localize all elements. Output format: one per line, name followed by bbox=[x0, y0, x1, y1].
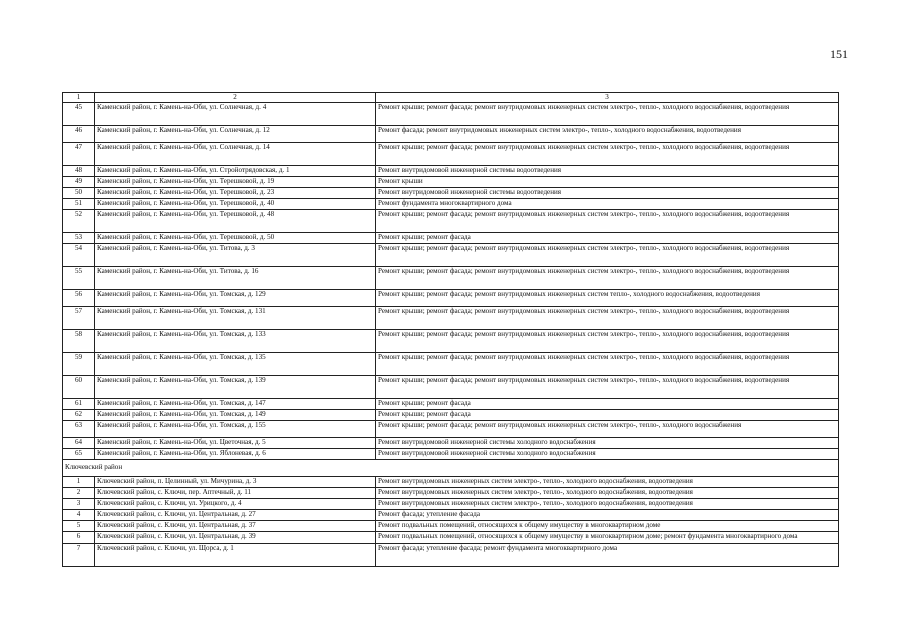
table-row bbox=[63, 375, 839, 398]
works-cell: Ремонт крыши bbox=[376, 176, 839, 187]
table-row bbox=[63, 306, 839, 329]
page-number: 151 bbox=[830, 47, 848, 61]
row-number: 54 bbox=[63, 243, 95, 266]
row-number: 7 bbox=[63, 543, 95, 566]
address-cell: Ключевский район, с. Ключи, ул. Центральная, д. 27 bbox=[95, 509, 376, 520]
row-number: 56 bbox=[63, 289, 95, 306]
works-cell: Ремонт внутридомовых инженерных систем электро-, тепло-, холодного водоснабжения, водоотведения bbox=[376, 476, 839, 487]
address-cell: Ключевский район, с. Ключи, ул. Центральная, д. 37 bbox=[95, 520, 376, 531]
works-cell: Ремонт внутридомовых инженерных систем электро-, тепло-, холодного водоснабжения, водоотведения bbox=[376, 487, 839, 498]
row-number: 47 bbox=[63, 142, 95, 165]
address-cell: Каменский район, г. Камень-на-Оби, ул. Терешковой, д. 48 bbox=[95, 209, 376, 232]
address-cell: Каменский район, г. Камень-на-Оби, ул. Томская, д. 149 bbox=[95, 409, 376, 420]
works-cell: Ремонт крыши; ремонт фасада; ремонт внутридомовых инженерных систем электро-, тепло-, холодного водоснабжения, водоотведения bbox=[376, 243, 839, 266]
address-cell: Каменский район, г. Камень-на-Оби, ул. Терешковой, д. 19 bbox=[95, 176, 376, 187]
row-number: 52 bbox=[63, 209, 95, 232]
row-number: 55 bbox=[63, 266, 95, 289]
address-cell: Каменский район, г. Камень-на-Оби, ул. Стройотрядовская, д. 1 bbox=[95, 165, 376, 176]
works-cell: Ремонт крыши; ремонт фасада; ремонт внутридомовых инженерных систем электро-, тепло-, холодного водоснабжения, водоотведения bbox=[376, 209, 839, 232]
table-row bbox=[63, 329, 839, 352]
row-number: 62 bbox=[63, 409, 95, 420]
row-number: 63 bbox=[63, 420, 95, 437]
table-row bbox=[63, 142, 839, 165]
works-cell: Ремонт крыши; ремонт фасада; ремонт внутридомовых инженерных систем тепло-, холодного водоснабжения, водоотведения bbox=[376, 289, 839, 306]
row-number: 61 bbox=[63, 398, 95, 409]
row-number: 3 bbox=[63, 498, 95, 509]
table-row bbox=[63, 498, 839, 509]
row-number: 45 bbox=[63, 102, 95, 125]
works-cell: Ремонт внутридомовых инженерных систем электро-, тепло-, холодного водоснабжения, водоотведения bbox=[376, 498, 839, 509]
row-number: 64 bbox=[63, 437, 95, 448]
works-cell: Ремонт внутридомовой инженерной системы водоотведения bbox=[376, 187, 839, 198]
row-number: 5 bbox=[63, 520, 95, 531]
table-row bbox=[63, 209, 839, 232]
address-cell: Ключевский район, п. Целинный, ул. Мичурина, д. 3 bbox=[95, 476, 376, 487]
row-number: 48 bbox=[63, 165, 95, 176]
address-cell: Каменский район, г. Камень-на-Оби, ул. Томская, д. 147 bbox=[95, 398, 376, 409]
works-cell: Ремонт крыши; ремонт фасада; ремонт внутридомовых инженерных систем электро-, тепло-, холодного водоснабжения, водоотведения bbox=[376, 352, 839, 375]
row-number: 1 bbox=[63, 476, 95, 487]
address-cell: Каменский район, г. Камень-на-Оби, ул. Цветочная, д. 5 bbox=[95, 437, 376, 448]
row-number: 4 bbox=[63, 509, 95, 520]
row-number: 6 bbox=[63, 531, 95, 543]
table-row bbox=[63, 437, 839, 448]
address-cell: Каменский район, г. Камень-на-Оби, ул. Томская, д. 139 bbox=[95, 375, 376, 398]
table-row bbox=[63, 176, 839, 187]
address-cell: Каменский район, г. Камень-на-Оби, ул. Терешковой, д. 23 bbox=[95, 187, 376, 198]
row-number: 58 bbox=[63, 329, 95, 352]
works-cell: Ремонт крыши; ремонт фасада; ремонт внутридомовых инженерных систем электро-, тепло-, холодного водоснабжения, водоотведения bbox=[376, 329, 839, 352]
address-cell: Каменский район, г. Камень-на-Оби, ул. Терешковой, д. 40 bbox=[95, 198, 376, 209]
column-header-3: 3 bbox=[376, 93, 839, 103]
section-title: Ключевский район bbox=[63, 459, 839, 476]
table-row bbox=[63, 409, 839, 420]
row-number: 51 bbox=[63, 198, 95, 209]
row-number: 60 bbox=[63, 375, 95, 398]
row-number: 46 bbox=[63, 125, 95, 142]
table-row bbox=[63, 398, 839, 409]
table-row bbox=[63, 125, 839, 142]
address-cell: Каменский район, г. Камень-на-Оби, ул. Солнечная, д. 14 bbox=[95, 142, 376, 165]
address-cell: Ключевский район, с. Ключи, ул. Щорса, д. 1 bbox=[95, 543, 376, 566]
address-cell: Каменский район, г. Камень-на-Оби, ул. Солнечная, д. 12 bbox=[95, 125, 376, 142]
address-cell: Каменский район, г. Камень-на-Оби, ул. Терешковой, д. 50 bbox=[95, 232, 376, 243]
table-row bbox=[63, 448, 839, 459]
works-cell: Ремонт внутридомовой инженерной системы холодного водоснабжения bbox=[376, 437, 839, 448]
works-cell: Ремонт крыши; ремонт фасада; ремонт внутридомовых инженерных систем электро-, тепло-, холодного водоснабжения bbox=[376, 420, 839, 437]
table-row bbox=[63, 476, 839, 487]
table-row bbox=[63, 352, 839, 375]
works-table bbox=[62, 92, 839, 567]
works-cell: Ремонт крыши; ремонт фасада; ремонт внутридомовых инженерных систем электро-, тепло-, холодного водоснабжения, водоотведения bbox=[376, 375, 839, 398]
works-cell: Ремонт подвальных помещений, относящихся к общему имуществу в многоквартирном доме bbox=[376, 520, 839, 531]
works-cell: Ремонт крыши; ремонт фасада; ремонт внутридомовых инженерных систем электро-, тепло-, холодного водоснабжения, водоотведения bbox=[376, 142, 839, 165]
works-cell: Ремонт крыши; ремонт фасада; ремонт внутридомовых инженерных систем электро-, тепло-, холодного водоснабжения, водоотведения bbox=[376, 306, 839, 329]
row-number: 53 bbox=[63, 232, 95, 243]
address-cell: Каменский район, г. Камень-на-Оби, ул. Томская, д. 155 bbox=[95, 420, 376, 437]
works-cell: Ремонт фасада; ремонт внутридомовых инженерных систем электро-, тепло-, холодного водоснабжения, водоотведения bbox=[376, 125, 839, 142]
section-title-row bbox=[63, 459, 839, 476]
works-cell: Ремонт фундамента многоквартирного дома bbox=[376, 198, 839, 209]
address-cell: Каменский район, г. Камень-на-Оби, ул. Яблоневая, д. 6 bbox=[95, 448, 376, 459]
table-row bbox=[63, 266, 839, 289]
works-cell: Ремонт крыши; ремонт фасада bbox=[376, 398, 839, 409]
address-cell: Каменский район, г. Камень-на-Оби, ул. Томская, д. 135 bbox=[95, 352, 376, 375]
row-number: 2 bbox=[63, 487, 95, 498]
column-header-1: 1 bbox=[63, 93, 95, 103]
address-cell: Каменский район, г. Камень-на-Оби, ул. Томская, д. 129 bbox=[95, 289, 376, 306]
table-row bbox=[63, 420, 839, 437]
table-row bbox=[63, 509, 839, 520]
table-row bbox=[63, 243, 839, 266]
table-row bbox=[63, 531, 839, 543]
address-cell: Каменский район, г. Камень-на-Оби, ул. Томская, д. 133 bbox=[95, 329, 376, 352]
row-number: 59 bbox=[63, 352, 95, 375]
works-cell: Ремонт фасада; утепление фасада bbox=[376, 509, 839, 520]
row-number: 50 bbox=[63, 187, 95, 198]
works-cell: Ремонт подвальных помещений, относящихся к общему имуществу в многоквартирном доме; ремонт фундамента многоквартирного дома bbox=[376, 531, 839, 543]
table-row bbox=[63, 102, 839, 125]
works-cell: Ремонт внутридомовой инженерной системы холодного водоснабжения bbox=[376, 448, 839, 459]
table-row bbox=[63, 187, 839, 198]
table-row bbox=[63, 487, 839, 498]
address-cell: Каменский район, г. Камень-на-Оби, ул. Солнечная, д. 4 bbox=[95, 102, 376, 125]
address-cell: Каменский район, г. Камень-на-Оби, ул. Титова, д. 3 bbox=[95, 243, 376, 266]
works-cell: Ремонт крыши; ремонт фасада bbox=[376, 409, 839, 420]
works-cell: Ремонт крыши; ремонт фасада; ремонт внутридомовых инженерных систем электро-, тепло-, холодного водоснабжения, водоотведения bbox=[376, 266, 839, 289]
table-row bbox=[63, 289, 839, 306]
table-row bbox=[63, 520, 839, 531]
table-row bbox=[63, 198, 839, 209]
works-cell: Ремонт внутридомовой инженерной системы водоотведения bbox=[376, 165, 839, 176]
table-row bbox=[63, 543, 839, 566]
address-cell: Каменский район, г. Камень-на-Оби, ул. Титова, д. 16 bbox=[95, 266, 376, 289]
works-cell: Ремонт крыши; ремонт фасада bbox=[376, 232, 839, 243]
row-number: 57 bbox=[63, 306, 95, 329]
address-cell: Ключевский район, с. Ключи, ул. Центральная, д. 39 bbox=[95, 531, 376, 543]
address-cell: Ключевский район, с. Ключи, пер. Аптечный, д. 11 bbox=[95, 487, 376, 498]
table-row bbox=[63, 165, 839, 176]
address-cell: Ключевский район, с. Ключи, ул. Урицкого, д. 4 bbox=[95, 498, 376, 509]
table-row bbox=[63, 232, 839, 243]
table-header-row bbox=[63, 93, 839, 103]
row-number: 49 bbox=[63, 176, 95, 187]
address-cell: Каменский район, г. Камень-на-Оби, ул. Томская, д. 131 bbox=[95, 306, 376, 329]
works-cell: Ремонт фасада; утепление фасада; ремонт фундамента многоквартирного дома bbox=[376, 543, 839, 566]
column-header-2: 2 bbox=[95, 93, 376, 103]
row-number: 65 bbox=[63, 448, 95, 459]
works-cell: Ремонт крыши; ремонт фасада; ремонт внутридомовых инженерных систем электро-, тепло-, холодного водоснабжения, водоотведения bbox=[376, 102, 839, 125]
